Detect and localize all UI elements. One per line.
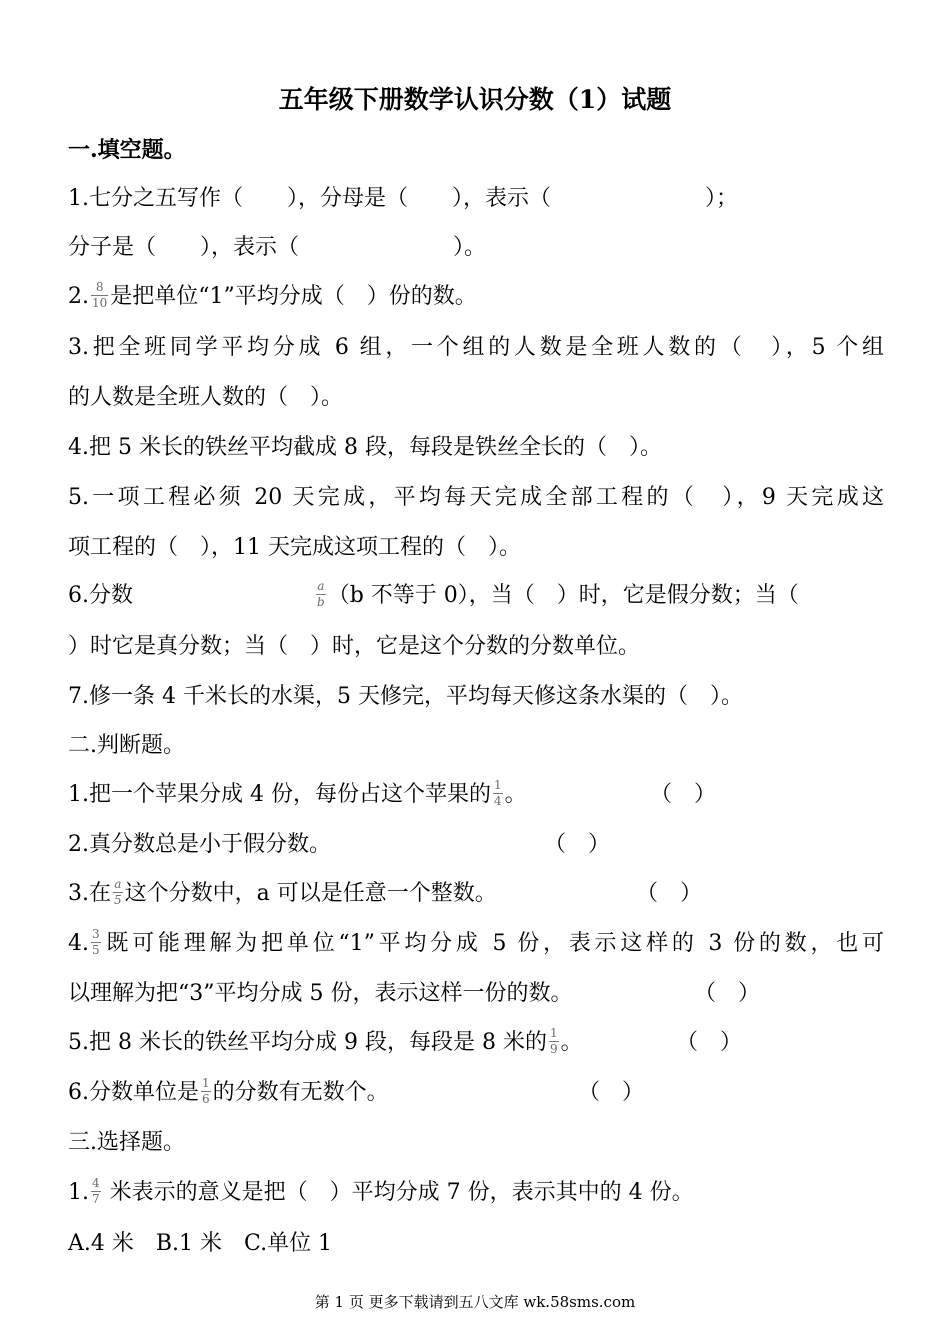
s2-question-1 — [68, 777, 527, 813]
s1-question-1-cont: 分子是（ ），表示（ ）。 — [68, 235, 487, 260]
s2-question-4-cont: 以理解为把“3”平均分成 5 份，表示这样一份的数。 — [68, 981, 573, 1006]
s2-question-6 — [68, 1075, 389, 1111]
fraction-numerator: 1 — [202, 1075, 210, 1090]
fraction-1-9 — [549, 1027, 559, 1056]
s2-question-4 — [68, 926, 884, 962]
s2-q6-prefix: 6.分数单位是 — [68, 1080, 199, 1105]
s2-q3-answer-paren: （ ） — [636, 881, 703, 906]
fraction-numerator: a — [114, 876, 122, 891]
s2-q3-text: 这个分数中，a 可以是任意一个整数。 — [124, 881, 497, 906]
s2-q5-answer-paren: （ ） — [676, 1030, 743, 1055]
s2-q4-text: 既可能理解为把单位“1”平均分成 5 份，表示这样的 3 份的数，也可 — [102, 931, 884, 956]
s2-q3-prefix: 3.在 — [68, 881, 111, 906]
fraction-numerator: 1 — [549, 1025, 558, 1040]
fraction-numerator: a — [317, 578, 325, 593]
s2-q4-prefix: 4. — [68, 931, 89, 956]
fraction-numerator: 1 — [493, 777, 502, 792]
s1-question-4: 4.把 5 米长的铁丝平均截成 8 段，每段是铁丝全长的（ ）。 — [68, 435, 662, 460]
s2-q5-suffix: 。 — [560, 1030, 583, 1055]
section2-heading: 二.判断题。 — [68, 733, 185, 758]
s1-question-3: 3.把全班同学平均分成 6 组，一个组的人数是全班人数的（ ），5 个组 — [68, 335, 884, 360]
s2-q1-answer-paren: （ ） — [650, 782, 717, 807]
s2-q1-suffix: 。 — [504, 782, 527, 807]
fraction-1-4 — [493, 779, 503, 808]
s1-q6-text: （b 不等于 0），当（ ）时，它是假分数；当（ — [327, 583, 799, 608]
s1-question-6 — [68, 578, 133, 614]
s1-question-2 — [68, 279, 477, 315]
fraction-3-5 — [91, 928, 101, 957]
fraction-numerator: 3 — [92, 926, 100, 941]
s2-q2-answer-paren: （ ） — [544, 832, 611, 857]
fraction-4-7 — [91, 1177, 101, 1206]
fraction-numerator: 8 — [95, 279, 104, 294]
s1-q2-text: 是把单位“1”平均分成（ ）份的数。 — [110, 284, 477, 309]
fraction-denominator: 6 — [202, 1091, 210, 1106]
s3-q1-text: 米表示的意义是把（ ）平均分成 7 份，表示其中的 4 份。 — [102, 1180, 694, 1205]
fraction-1-6 — [201, 1077, 211, 1106]
s1-question-5-cont: 项工程的（ ），11 天完成这项工程的（ ）。 — [68, 535, 521, 560]
s2-question-2: 2.真分数总是小于假分数。 — [68, 832, 331, 857]
s1-question-5: 5.一项工程必须 20 天完成，平均每天完成全部工程的（ ），9 天完成这 — [68, 485, 884, 510]
fraction-numerator: 4 — [92, 1175, 100, 1190]
fraction-denominator: 7 — [92, 1191, 100, 1206]
section1-heading: 一.填空题。 — [68, 137, 186, 163]
s2-q6-answer-paren: （ ） — [578, 1080, 645, 1105]
fraction-denominator: 9 — [549, 1041, 558, 1056]
s1-q2-prefix: 2. — [68, 284, 89, 309]
fraction-denominator: 4 — [493, 793, 502, 808]
s1-q6-prefix: 6.分数 — [68, 583, 133, 608]
s1-question-1: 1.七分之五写作（ ），分母是（ ），表示（ ）； — [68, 186, 738, 211]
s2-q1-text: 1.把一个苹果分成 4 份，每份占这个苹果的 — [68, 782, 491, 807]
s1-question-7: 7.修一条 4 千米长的水渠，5 天修完，平均每天修这条水渠的（ ）。 — [68, 684, 743, 709]
s2-q6-text: 的分数有无数个。 — [212, 1080, 389, 1105]
fraction-a-b — [316, 580, 326, 609]
s2-question-5 — [68, 1025, 583, 1061]
s2-q4-answer-paren: （ ） — [694, 981, 761, 1006]
fraction-denominator: 5 — [92, 942, 100, 957]
page-footer: 第 1 页 更多下载请到五八文库 wk.58sms.com — [314, 1293, 636, 1311]
fraction-denominator: 10 — [92, 295, 108, 310]
s1-question-3-cont: 的人数是全班人数的（ ）。 — [68, 385, 344, 410]
s2-q5-text: 5.把 8 米长的铁丝平均分成 9 段，每段是 8 米的 — [68, 1030, 547, 1055]
s3-question-1 — [68, 1175, 694, 1211]
s1-question-6-rest — [314, 578, 799, 614]
fraction-denominator: 5 — [114, 892, 122, 907]
fraction-a-5 — [113, 878, 123, 907]
section3-heading: 三.选择题。 — [68, 1130, 185, 1155]
fraction-8-10 — [91, 281, 108, 310]
s3-q1-options: A.4 米 B.1 米 C.单位 1 — [68, 1231, 333, 1256]
s3-q1-prefix: 1. — [68, 1180, 89, 1205]
fraction-denominator: b — [317, 594, 325, 609]
page-title: 五年级下册数学认识分数（1）试题 — [278, 85, 672, 114]
s2-question-3 — [68, 876, 497, 912]
s1-question-6-cont: ）时它是真分数；当（ ）时，它是这个分数的分数单位。 — [68, 634, 641, 659]
